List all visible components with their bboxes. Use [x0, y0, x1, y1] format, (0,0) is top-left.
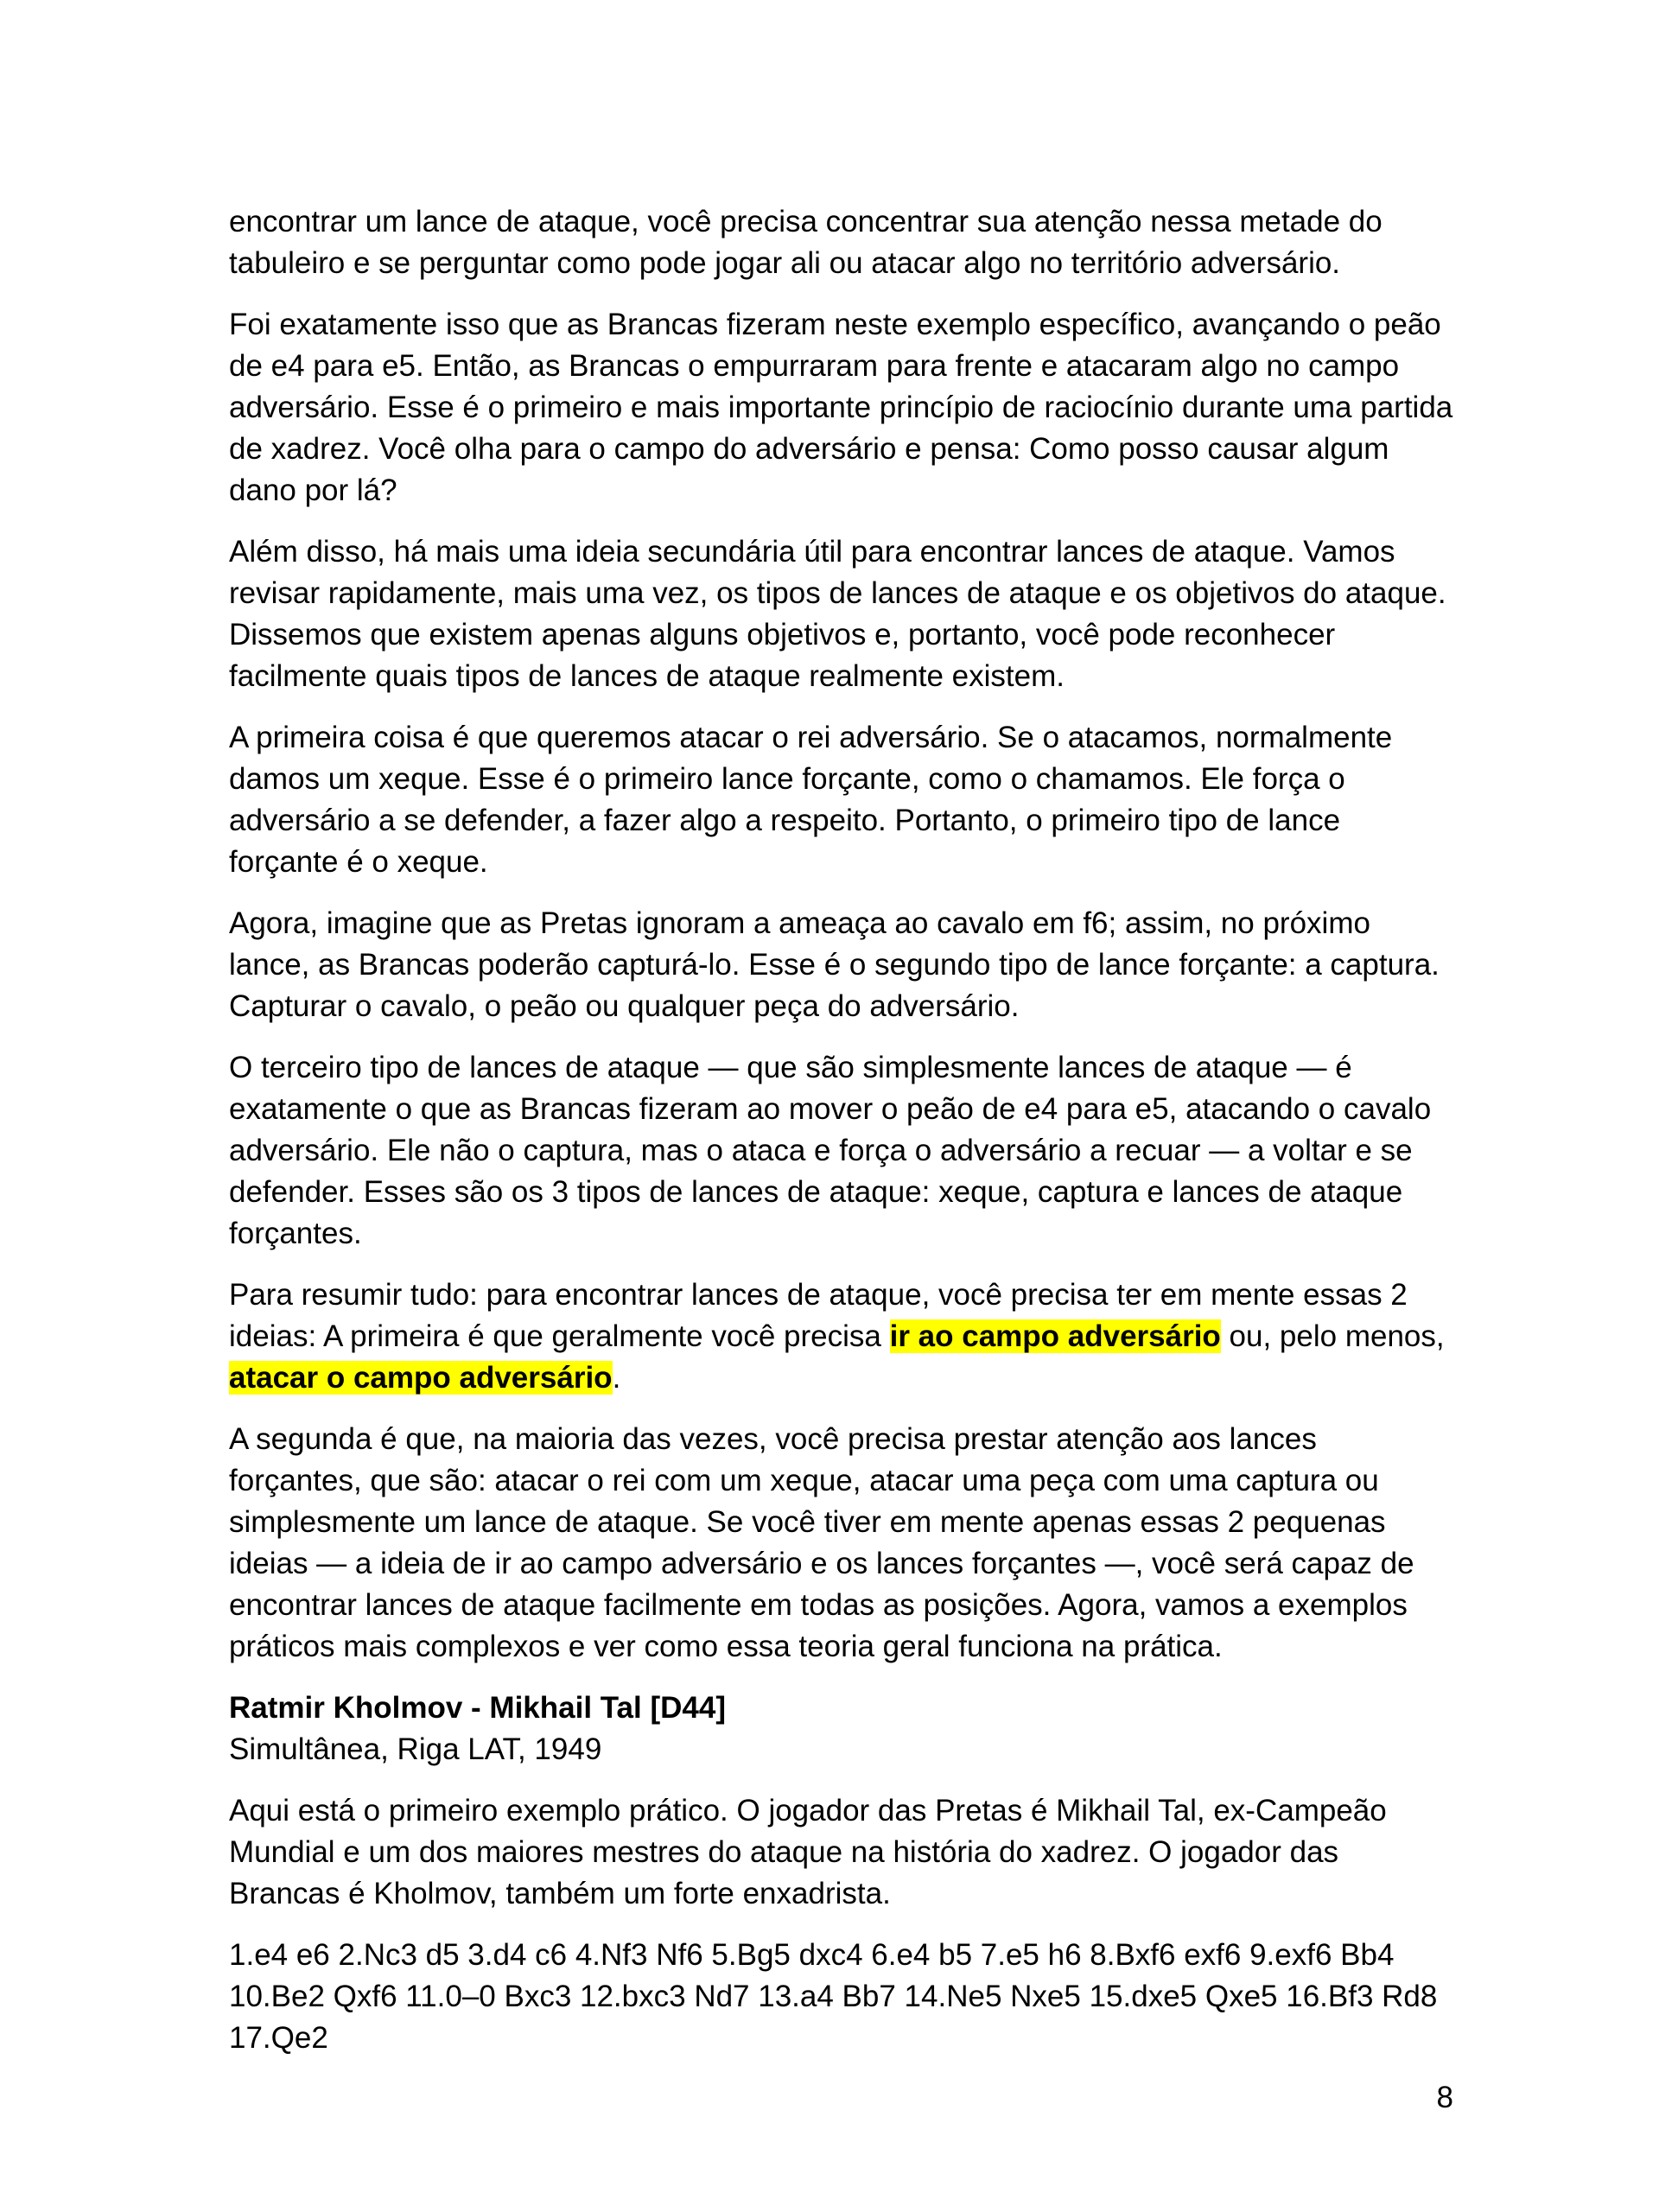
- paragraph-5: Agora, imagine que as Pretas ignoram a ameaça ao cavalo em f6; assim, no próximo lance, as Brancas poderão capturá-lo. Esse é o segundo tipo de lance forçante: a captura. Capturar o cavalo, o peão ou qualquer peça do adversário.: [229, 906, 1440, 1023]
- game-event: Simultânea, Riga LAT, 1949: [229, 1732, 602, 1766]
- highlighted-phrase-1: ir ao campo adversário: [889, 1319, 1221, 1353]
- paragraph-7-text-b: ou, pelo menos,: [1220, 1319, 1445, 1353]
- paragraph-7: [229, 1274, 1456, 1399]
- paragraph-3: Além disso, há mais uma ideia secundária útil para encontrar lances de ataque. Vamos revisar rapidamente, mais uma vez, os tipos de lances de ataque e os objetivos do ataque. Dissemos que existem apenas alguns objetivos e, portanto, você pode reconhecer facilmente quais tipos de lances de ataque realmente existem.: [229, 535, 1446, 693]
- document-page: [229, 201, 1456, 2079]
- paragraph-1: encontrar um lance de ataque, você precisa concentrar sua atenção nessa metade do tabuleiro e se perguntar como pode jogar ali ou atacar algo no território adversário.: [229, 205, 1382, 280]
- highlighted-phrase-2: atacar o campo adversário: [229, 1361, 613, 1395]
- paragraph-6: O terceiro tipo de lances de ataque — que são simplesmente lances de ataque — é exatamente o que as Brancas fizeram ao mover o peão de e4 para e5, atacando o cavalo adversário. Ele não o captura, mas o ataca e força o adversário a recuar — a voltar e se defender. Esses são os 3 tipos de lances de ataque: xeque, captura e lances de ataque forçantes.: [229, 1051, 1432, 1250]
- game-moves: 1.e4 e6 2.Nc3 d5 3.d4 c6 4.Nf3 Nf6 5.Bg5 dxc4 6.e4 b5 7.e5 h6 8.Bxf6 exf6 9.exf6 Bb4 10.Be2 Qxf6 11.0–0 Bxc3 12.bxc3 Nd7 13.a4 Bb7 14.Ne5 Nxe5 15.dxe5 Qxe5 16.Bf3 Rd8 17.Qe2: [229, 1938, 1438, 2055]
- page-number: 8: [1436, 2081, 1453, 2114]
- game-title: Ratmir Kholmov - Mikhail Tal [D44]: [229, 1691, 726, 1725]
- paragraph-7-text-a: Para resumir tudo: para encontrar lances de ataque, você precisa ter em mente essas 2 ideias: A primeira é que geralmente você precisa: [229, 1278, 1408, 1353]
- paragraph-8: A segunda é que, na maioria das vezes, você precisa prestar atenção aos lances forçantes, que são: atacar o rei com um xeque, atacar uma peça com uma captura ou simplesmente um lance de ataque. Se você tiver em mente apenas essas 2 pequenas ideias — a ideia de ir ao campo adversário e os lances forçantes —, você será capaz de encontrar lances de ataque facilmente em todas as posições. Agora, vamos a exemplos práticos mais complexos e ver como essa teoria geral funciona na prática.: [229, 1422, 1414, 1663]
- paragraph-2: Foi exatamente isso que as Brancas fizeram neste exemplo específico, avançando o peão de e4 para e5. Então, as Brancas o empurraram para frente e atacaram algo no campo adversário. Esse é o primeiro e mais importante princípio de raciocínio durante uma partida de xadrez. Você olha para o campo do adversário e pensa: Como posso causar algum dano por lá?: [229, 308, 1453, 507]
- paragraph-7-text-c: .: [612, 1361, 621, 1395]
- game-intro: Aqui está o primeiro exemplo prático. O jogador das Pretas é Mikhail Tal, ex-Campeão Mundial e um dos maiores mestres do ataque na história do xadrez. O jogador das Brancas é Kholmov, também um forte enxadrista.: [229, 1794, 1387, 1910]
- paragraph-4: A primeira coisa é que queremos atacar o rei adversário. Se o atacamos, normalmente damos um xeque. Esse é o primeiro lance forçante, como o chamamos. Ele força o adversário a se defender, a fazer algo a respeito. Portanto, o primeiro tipo de lance forçante é o xeque.: [229, 721, 1393, 879]
